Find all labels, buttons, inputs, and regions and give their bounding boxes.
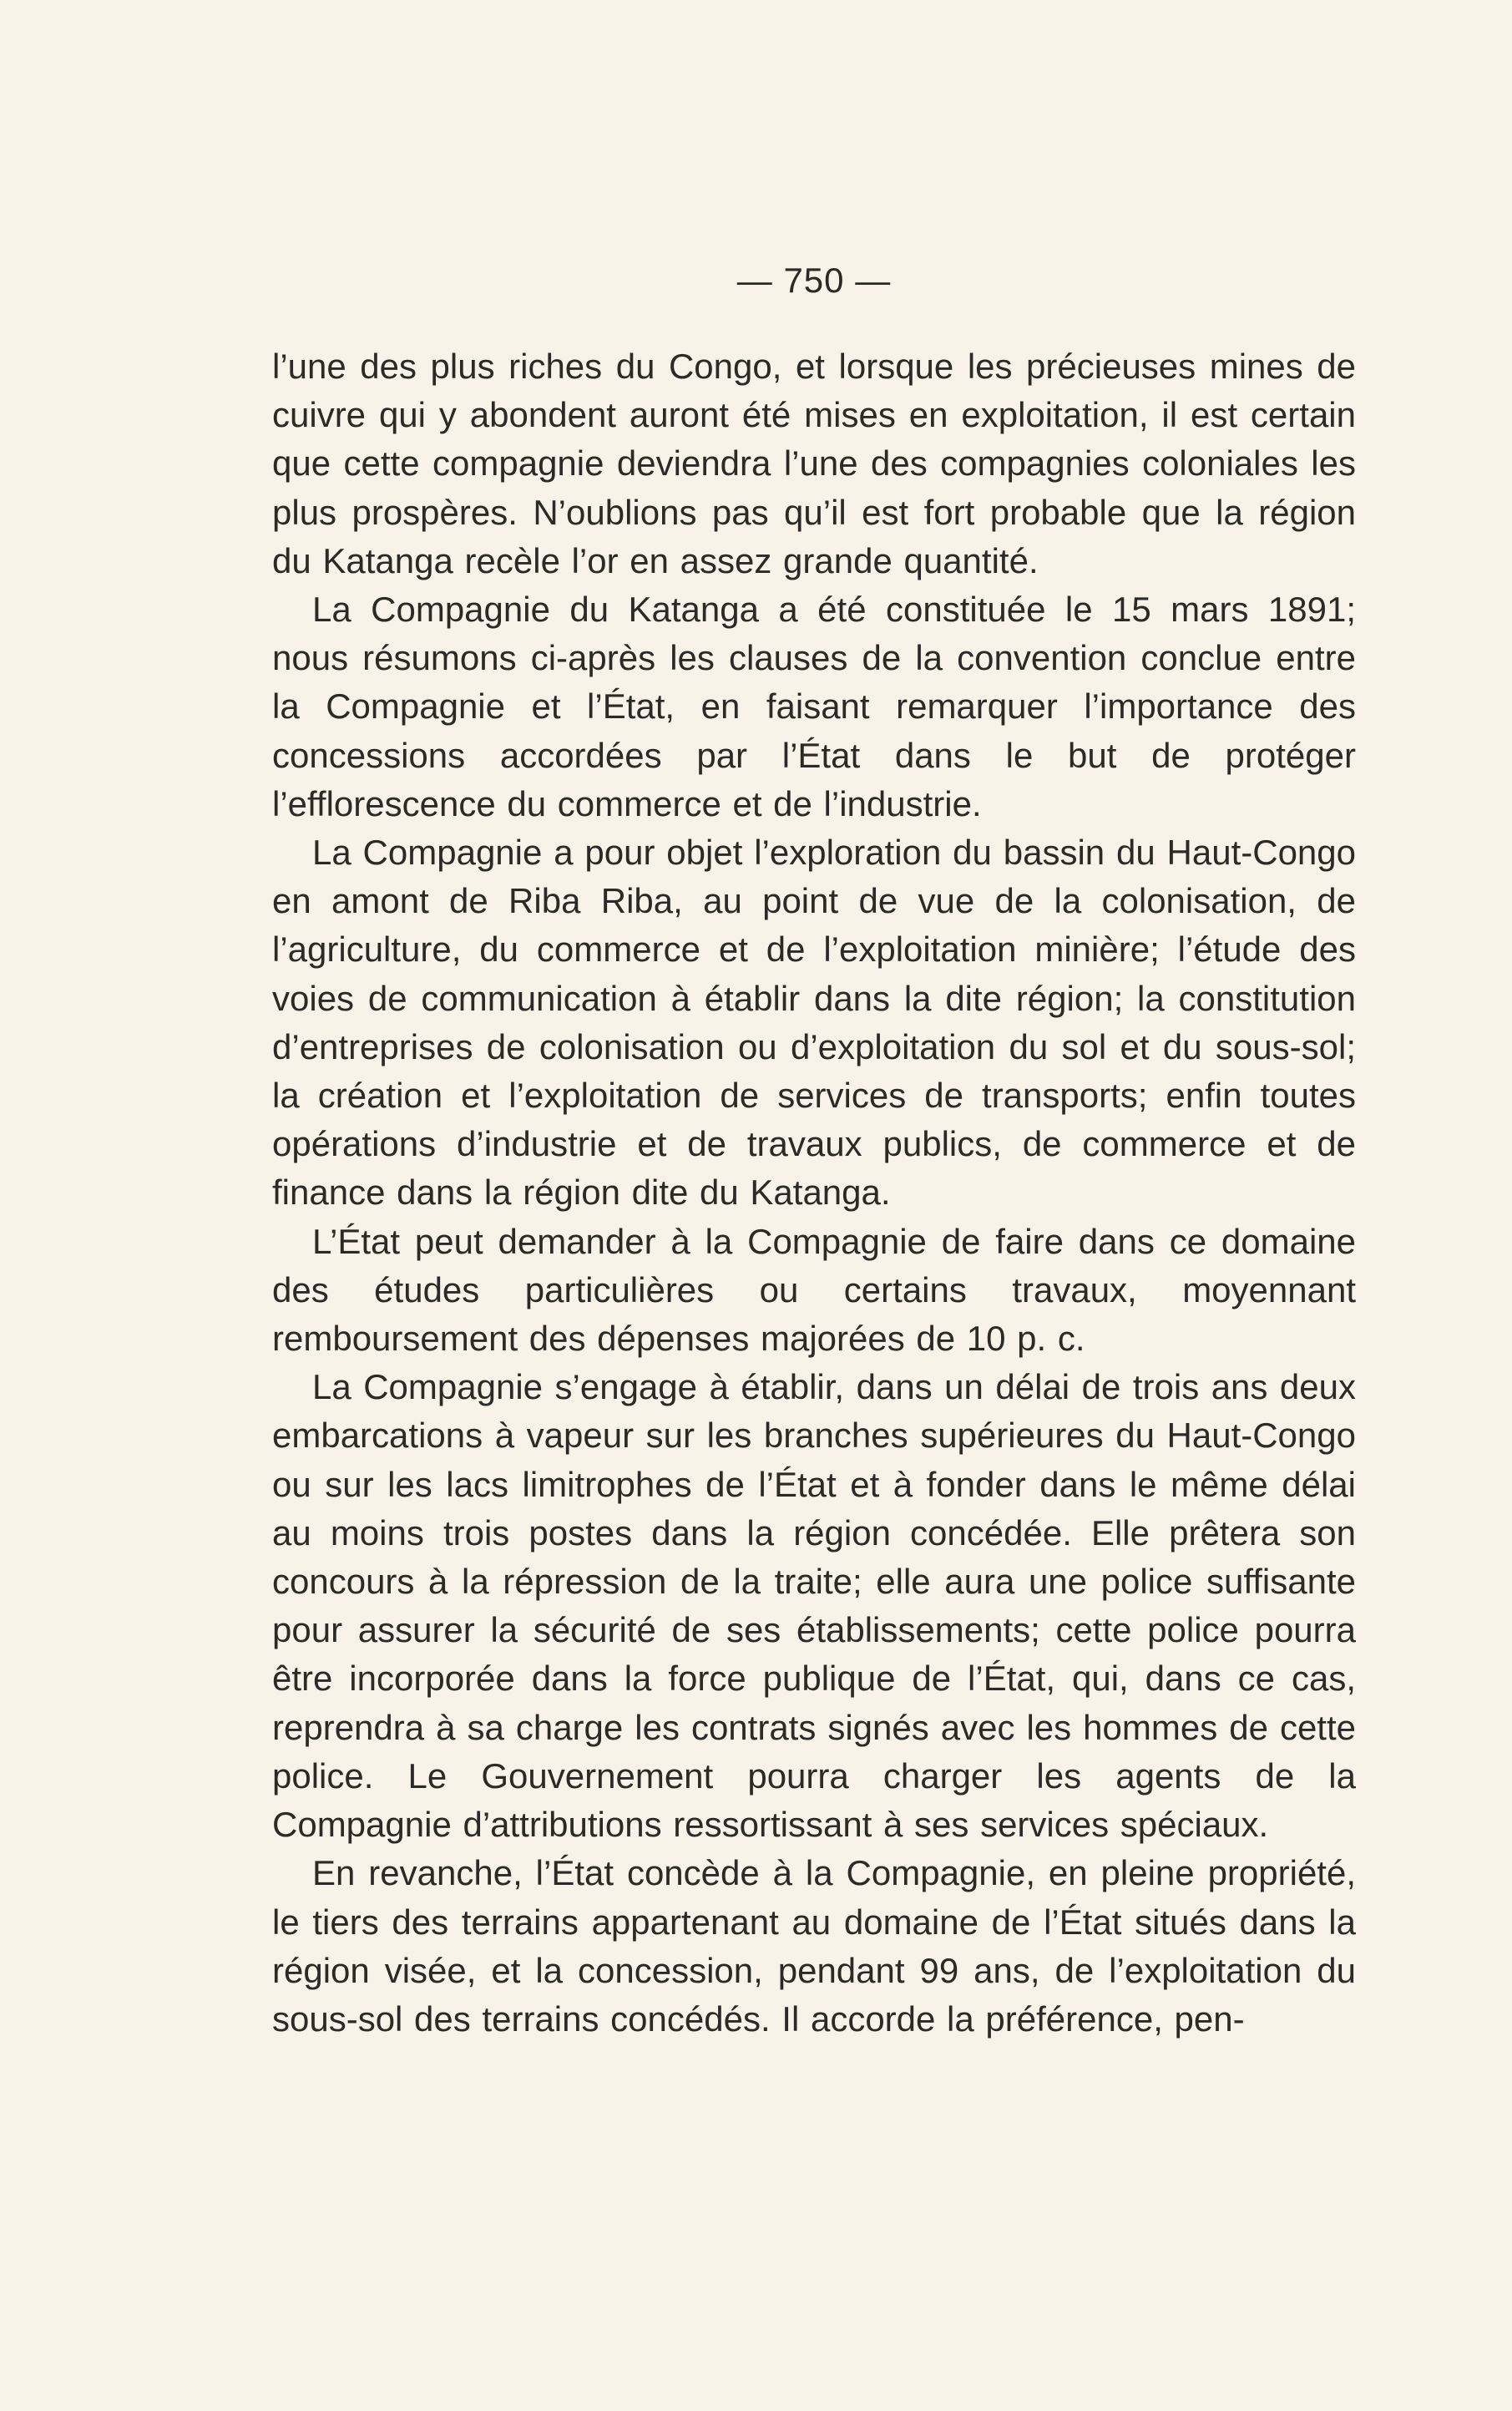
page-number: — 750 — (736, 261, 892, 300)
paragraph-6: En revanche, l’État concède à la Compagnie, en pleine propriété, le tiers des terrains appartenant au domaine de l’État situés dans la région visée, et la concession, pendant 99 ans, de l’exploitation du sous-sol des terrains concédés. Il accorde la préférence, pen- (272, 1853, 1356, 2039)
paragraph-3: La Compagnie a pour objet l’exploration du bassin du Haut-Congo en amont de Riba Riba, au point de vue de la colonisation, de l’agriculture, du commerce et de l’exploitation minière; l’étude des voies de communication à établir dans la dite région; la constitution d’entreprises de colonisation ou d’exploitation du sol et du sous-sol; la création et l’exploitation de services de transports; enfin toutes opérations d’industrie et de travaux publics, de commerce et de finance dans la région dite du Katanga. (272, 833, 1356, 1213)
paragraph-2: La Compagnie du Katanga a été constituée le 15 mars 1891; nous résumons ci-après les clauses de la convention conclue entre la Compagnie et l’État, en faisant remarquer l’importance des concessions accordées par l’État dans le but de protéger l’efflorescence du commerce et de l’industrie. (272, 590, 1356, 823)
paragraph-4: L’État peut demander à la Compagnie de faire dans ce domaine des études particulières ou certains travaux, moyennant remboursement des dépenses majorées de 10 p. c. (272, 1221, 1356, 1359)
paragraph-5: La Compagnie s’engage à établir, dans un délai de trois ans deux embarcations à vapeur sur les branches supérieures du Haut-Congo ou sur les lacs limitrophes de l’État et à fonder dans le même délai au moins trois postes dans la région concédée. Elle prêtera son concours à la répression de la traite; elle aura une police suffisante pour assurer la sécurité de ses établissements; cette police pourra être incorporée dans la force publique de l’État, qui, dans ce cas, reprendra à sa charge les contrats signés avec les hommes de cette police. Le Gouvernement pourra charger les agents de la Compagnie d’attributions ressortissant à ses services spéciaux. (272, 1367, 1356, 1845)
body-text (272, 342, 1356, 2044)
paragraph-1: l’une des plus riches du Congo, et lorsque les précieuses mines de cuivre qui y abondent auront été mises en exploitation, il est certain que cette compagnie deviendra l’une des compagnies coloniales les plus prospères. N’oublions pas qu’il est fort probable que la région du Katanga recèle l’or en assez grande quantité. (272, 347, 1356, 580)
